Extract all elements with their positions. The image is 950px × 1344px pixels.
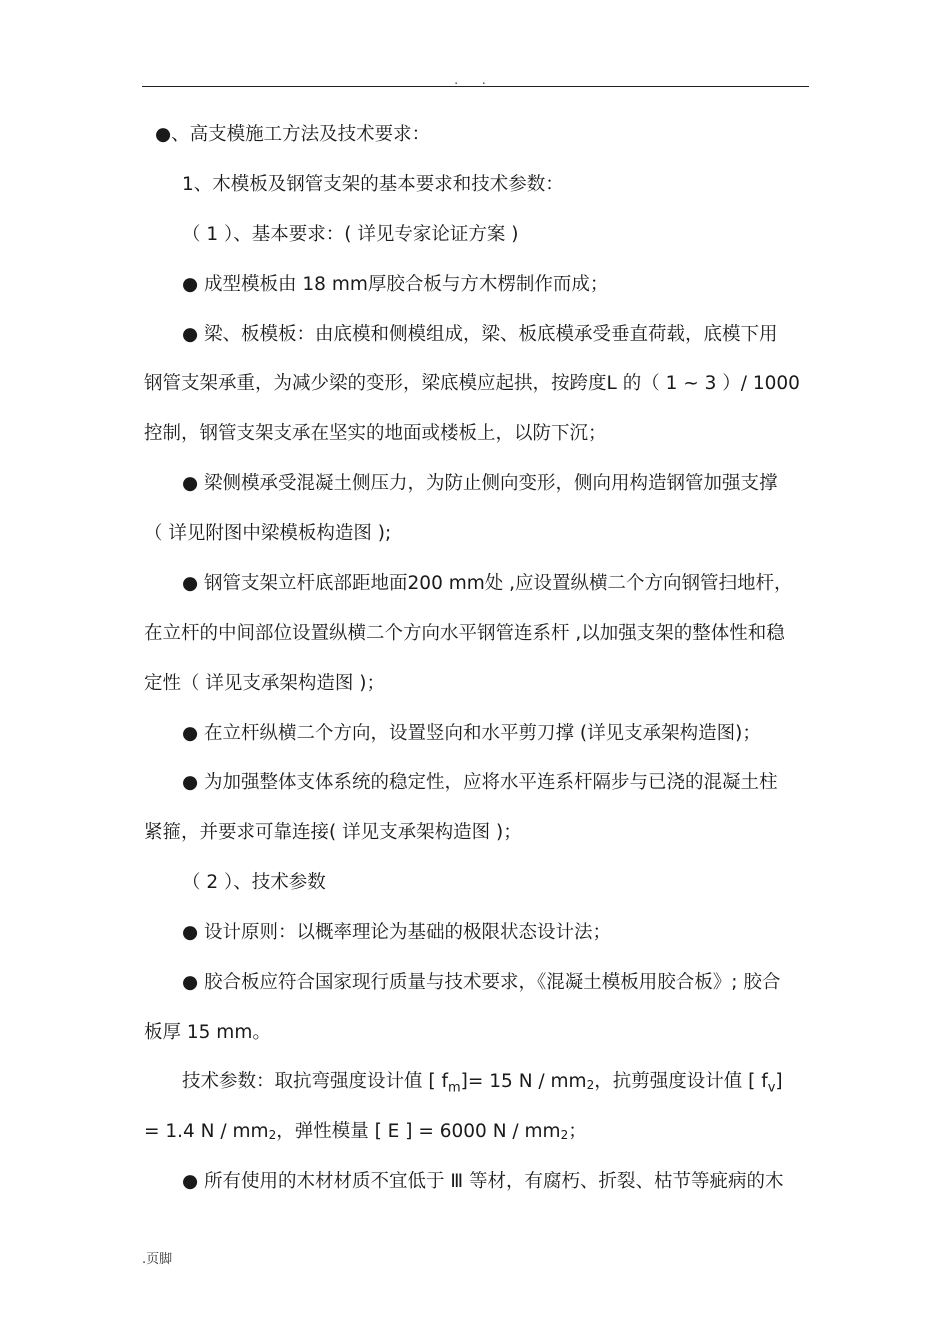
subheading-technical-parameters: （ 2 ）、技术参数 bbox=[182, 872, 326, 893]
subsection-heading: 1、木模板及钢管支架的基本要求和技术参数： bbox=[182, 174, 564, 195]
exponent-2: 2 bbox=[586, 1078, 595, 1092]
paragraph-line: ● 设计原则：以概率理论为基础的极限状态设计法； bbox=[182, 922, 612, 943]
paragraph-line: ● 梁、板模板：由底模和侧模组成，梁、板底模承受垂直荷载，底模下用 bbox=[182, 324, 778, 345]
paragraph-line: 钢管支架承重，为减少梁的变形，梁底模应起拱，按跨度L 的（ 1 ~ 3 ）/ 1000 bbox=[144, 373, 800, 394]
page-header-dots: . . bbox=[454, 73, 496, 87]
tech-params-text: ，弹性模量 [ E ] = 6000 N / mm bbox=[276, 1121, 561, 1142]
subheading-basic-requirements: （ 1 ）、基本要求：( 详见专家论证方案 ) bbox=[182, 224, 519, 245]
tech-params-text: 技术参数：取抗弯强度设计值 [ f bbox=[182, 1071, 448, 1092]
paragraph-line: ● 在立杆纵横二个方向，设置竖向和水平剪刀撑 (详见支承架构造图)； bbox=[182, 723, 761, 744]
paragraph-line: ● 钢管支架立杆底部距地面200 mm处 ,应设置纵横二个方向钢管扫地杆， bbox=[182, 573, 793, 594]
header-rule bbox=[142, 86, 809, 87]
tech-params-line-1 bbox=[182, 1069, 852, 1102]
tech-params-text: = 1.4 N / mm bbox=[144, 1121, 269, 1142]
paragraph-line: ● 胶合板应符合国家现行质量与技术要求，《混凝土模板用胶合板》; 胶合 bbox=[182, 972, 781, 993]
section-heading: ●、高支模施工方法及技术要求： bbox=[155, 124, 431, 145]
paragraph-line: ● 成型模板由 18 mm厚胶合板与方木楞制作而成； bbox=[182, 274, 609, 295]
paragraph-line: 在立杆的中间部位设置纵横二个方向水平钢管连系杆 ,以加强支架的整体性和稳 bbox=[144, 623, 785, 644]
exponent-2: 2 bbox=[268, 1128, 277, 1142]
paragraph-line: 紧箍，并要求可靠连接( 详见支承架构造图 )； bbox=[144, 822, 522, 843]
tech-params-text: ，抗剪强度设计值 [ f bbox=[594, 1071, 768, 1092]
subscript-v: v bbox=[767, 1080, 776, 1096]
page-footer: .页脚 bbox=[142, 1252, 173, 1267]
paragraph-line: 控制，钢管支架支承在坚实的地面或楼板上，以防下沉； bbox=[144, 423, 607, 444]
paragraph-line: 板厚 15 mm。 bbox=[144, 1022, 271, 1043]
tech-params-text: ； bbox=[568, 1121, 587, 1142]
tech-params-text: ] bbox=[775, 1071, 783, 1092]
paragraph-line: ● 梁侧模承受混凝土侧压力，为防止侧向变形，侧向用构造钢管加强支撑 bbox=[182, 473, 778, 494]
exponent-2: 2 bbox=[560, 1128, 569, 1142]
subscript-m: m bbox=[448, 1080, 461, 1096]
paragraph-line: （ 详见附图中梁模板构造图 ); bbox=[144, 523, 392, 544]
paragraph-line: 定性（ 详见支承架构造图 )； bbox=[144, 673, 385, 694]
tech-params-line-2 bbox=[144, 1119, 814, 1146]
tech-params-text: ]= 15 N / mm bbox=[460, 1071, 587, 1092]
paragraph-line: ● 所有使用的木材材质不宜低于 Ⅲ 等材，有腐朽、折裂、枯节等疵病的木 bbox=[182, 1171, 784, 1192]
paragraph-line: ● 为加强整体支体系统的稳定性，应将水平连系杆隔步与已浇的混凝土柱 bbox=[182, 772, 778, 793]
